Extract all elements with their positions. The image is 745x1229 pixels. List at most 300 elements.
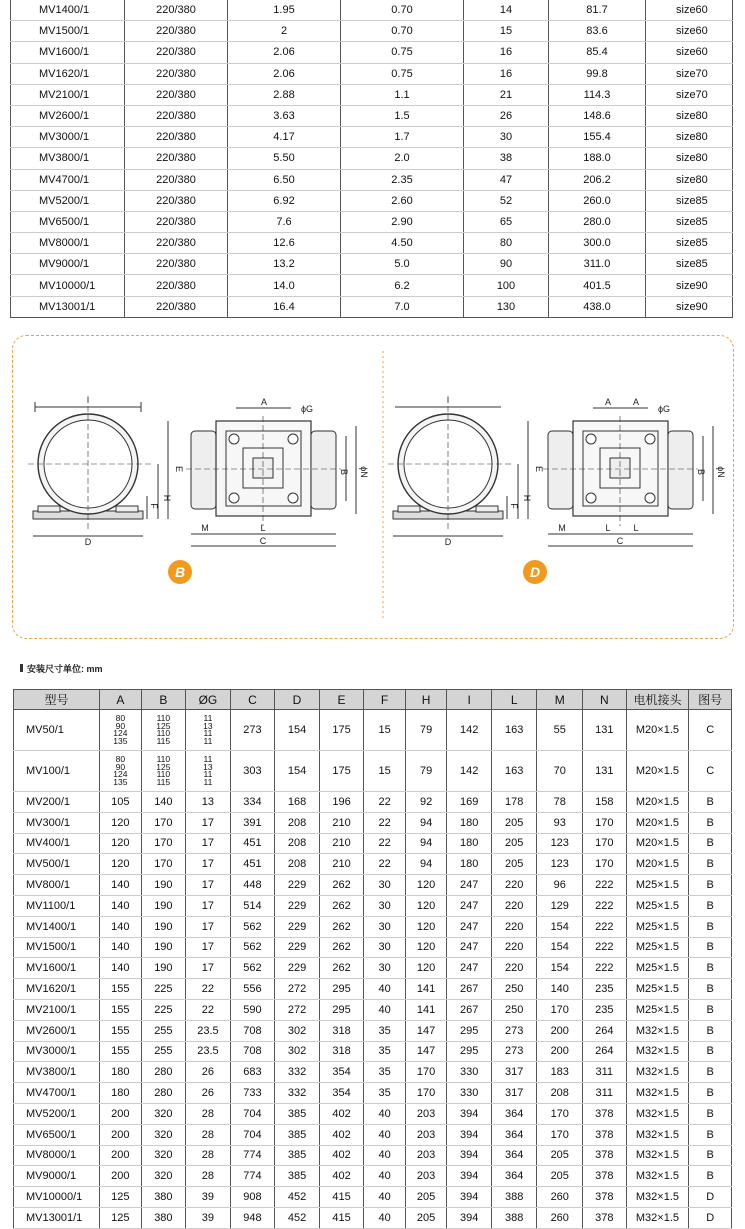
table-cell: 229 [275,875,320,896]
table-cell: 222 [583,958,627,979]
table-cell: M20×1.5 [626,854,689,875]
table-cell: 280 [141,1062,186,1083]
table-cell: 203 [405,1124,447,1145]
column-header: C [230,690,275,710]
table-cell: 402 [319,1103,364,1124]
sub-value: 125 [156,761,171,772]
table-cell: 562 [230,958,275,979]
table-cell: 273 [491,1041,537,1062]
spec-cell: 4.50 [341,233,464,254]
table-cell: 17 [186,854,231,875]
table-cell: 364 [491,1145,537,1166]
table-cell: 79 [405,710,447,751]
table-cell: 273 [230,710,275,751]
spec-cell: MV6500/1 [11,211,125,232]
spec-cell: size90 [646,296,733,317]
dim-label-m-d: M [558,523,566,533]
sub-value: 115 [156,735,171,746]
table-cell: B [689,1124,732,1145]
spec-cell: 1.1 [341,84,464,105]
table-cell: B [689,812,732,833]
sub-value: 80 [115,754,126,764]
table-cell: 208 [275,812,320,833]
spec-cell: 0.70 [341,21,464,42]
table-cell: 180 [447,833,492,854]
model-cell: MV800/1 [14,875,100,896]
table-cell: 222 [583,937,627,958]
table-cell: 364 [491,1124,537,1145]
table-cell: 17 [186,937,231,958]
table-cell: 708 [230,1020,275,1041]
table-cell: 378 [583,1124,627,1145]
table-cell: 22 [364,792,406,813]
table-cell: 154 [275,751,320,792]
spec-cell: size90 [646,275,733,296]
table-cell: 123 [537,833,583,854]
table-cell: 451 [230,833,275,854]
table-cell: 30 [364,875,406,896]
spec-cell: MV2100/1 [11,84,125,105]
table-cell: 39 [186,1187,231,1208]
spec-row [11,21,733,42]
table-cell: 402 [319,1124,364,1145]
table-cell: M25×1.5 [626,916,689,937]
spec-cell: 311.0 [549,254,646,275]
table-cell: M32×1.5 [626,1145,689,1166]
table-cell: 220 [491,916,537,937]
table-cell: B [689,854,732,875]
spec-cell: 220/380 [125,63,228,84]
table-cell: 35 [364,1062,406,1083]
spec-cell: 2.88 [228,84,341,105]
spec-cell: 4.17 [228,127,341,148]
table-cell: 272 [275,979,320,1000]
table-cell: 385 [275,1103,320,1124]
table-cell: 378 [583,1166,627,1187]
table-cell: 180 [100,1062,142,1083]
table-cell: 178 [491,792,537,813]
spec-table-body [11,0,733,317]
table-cell: 170 [141,833,186,854]
sub-value: 11 [203,713,213,723]
table-cell: 120 [100,833,142,854]
table-cell: 311 [583,1062,627,1083]
table-cell: 15 [364,751,406,792]
table-cell: M20×1.5 [626,812,689,833]
table-cell: 394 [447,1166,492,1187]
table-cell: 17 [186,875,231,896]
table-cell: 94 [405,854,447,875]
table-cell: 205 [491,812,537,833]
table-cell: 170 [141,812,186,833]
table-cell: 196 [319,792,364,813]
table-cell: 229 [275,895,320,916]
table-cell: 35 [364,1083,406,1104]
table-cell: 40 [364,1187,406,1208]
dim-label-d-d: D [444,537,452,547]
spec-row [11,148,733,169]
table-cell: 562 [230,937,275,958]
table-cell: 22 [186,979,231,1000]
table-cell: 354 [319,1062,364,1083]
table-cell: 120 [405,937,447,958]
table-cell: 448 [230,875,275,896]
table-cell: C [689,751,732,792]
table-cell: 378 [583,1103,627,1124]
spec-cell: MV9000/1 [11,254,125,275]
spec-cell: 220/380 [125,190,228,211]
table-cell: 208 [275,854,320,875]
spec-cell: 6.50 [228,169,341,190]
unit-label-marker [20,664,23,672]
spec-cell: 100 [464,275,549,296]
table-cell: 330 [447,1062,492,1083]
table-cell: 70 [537,751,583,792]
sub-value: 13 [203,761,213,772]
table-row [14,1145,732,1166]
table-cell: M20×1.5 [626,710,689,751]
dim-label-h: H [162,494,172,502]
spec-cell: 90 [464,254,549,275]
table-cell: 35 [364,1020,406,1041]
table-cell: 140 [100,958,142,979]
table-row [14,999,732,1020]
table-cell: 320 [141,1166,186,1187]
spec-cell: 155.4 [549,127,646,148]
spec-cell: 15 [464,21,549,42]
spec-cell: size70 [646,84,733,105]
table-cell: M32×1.5 [626,1020,689,1041]
table-cell: 154 [537,916,583,937]
table-cell: 332 [275,1083,320,1104]
table-cell: 394 [447,1207,492,1228]
spec-cell: size85 [646,254,733,275]
table-cell: 267 [447,979,492,1000]
table-cell: 131 [583,710,627,751]
table-cell: 120 [100,854,142,875]
table-cell: 378 [583,1145,627,1166]
table-cell: 190 [141,875,186,896]
table-cell: 255 [141,1041,186,1062]
table-cell: 170 [537,999,583,1020]
sub-value: 124 [113,769,128,779]
table-row [14,979,732,1000]
table-cell: 155 [100,1041,142,1062]
table-cell: 262 [319,875,364,896]
spec-cell: 438.0 [549,296,646,317]
badge-b: B [174,564,186,580]
table-cell: 17 [186,833,231,854]
table-cell: B [689,1062,732,1083]
table-row [14,710,732,751]
dim-label-a: A [260,397,268,407]
table-cell: 302 [275,1041,320,1062]
table-cell: 220 [491,875,537,896]
table-cell: 22 [364,833,406,854]
sub-value: 13 [203,720,213,731]
table-row [14,1083,732,1104]
table-cell: 364 [491,1103,537,1124]
table-cell: 452 [275,1207,320,1228]
table-cell: B [689,1083,732,1104]
table-cell: 247 [447,916,492,937]
sub-value: 11 [203,776,213,787]
table-cell: 364 [491,1166,537,1187]
spec-cell: 260.0 [549,190,646,211]
sub-value: 135 [113,776,128,787]
table-cell: 22 [364,854,406,875]
table-cell: 129 [537,895,583,916]
table-cell: 260 [537,1207,583,1228]
table-cell: 120 [405,958,447,979]
multi-value-cell [141,751,186,792]
table-cell: 17 [186,812,231,833]
sub-value: 110 [156,769,171,779]
sub-value: 115 [156,776,171,787]
table-cell: 320 [141,1103,186,1124]
table-cell: 394 [447,1103,492,1124]
table-row [14,1020,732,1041]
spec-cell: MV1600/1 [11,42,125,63]
table-cell: 385 [275,1145,320,1166]
table-cell: 155 [100,979,142,1000]
table-cell: 208 [537,1083,583,1104]
table-row [14,1166,732,1187]
table-cell: 394 [447,1187,492,1208]
spec-row [11,127,733,148]
table-cell: 170 [537,1103,583,1124]
spec-cell: 0.70 [341,0,464,21]
spec-cell: 16 [464,42,549,63]
table-cell: 334 [230,792,275,813]
model-cell: MV200/1 [14,792,100,813]
table-row [14,1124,732,1145]
table-cell: 200 [100,1145,142,1166]
unit-label: 安装尺寸单位: mm [27,664,103,674]
table-cell: 40 [364,1145,406,1166]
table-cell: D [689,1187,732,1208]
table-cell: 394 [447,1124,492,1145]
table-row [14,1041,732,1062]
table-cell: 267 [447,999,492,1020]
table-cell: 295 [447,1041,492,1062]
spec-cell: size85 [646,190,733,211]
spec-cell: MV2600/1 [11,105,125,126]
table-cell: 17 [186,895,231,916]
spec-cell: 12.6 [228,233,341,254]
table-cell: 180 [447,812,492,833]
table-cell: 451 [230,854,275,875]
spec-cell: 220/380 [125,42,228,63]
spec-row [11,233,733,254]
table-cell: M20×1.5 [626,792,689,813]
spec-cell: 188.0 [549,148,646,169]
table-cell: 203 [405,1166,447,1187]
table-cell: 94 [405,812,447,833]
table-cell: 190 [141,958,186,979]
model-cell: MV3000/1 [14,1041,100,1062]
spec-row [11,254,733,275]
table-cell: 320 [141,1124,186,1145]
dim-label-h-d: H [522,494,532,502]
table-cell: M32×1.5 [626,1041,689,1062]
table-row [14,1062,732,1083]
table-cell: 708 [230,1041,275,1062]
dim-label-g: ϕG [300,404,314,414]
spec-cell: MV8000/1 [11,233,125,254]
table-cell: 147 [405,1020,447,1041]
table-cell: 154 [537,937,583,958]
sub-value: 110 [156,728,171,738]
table-cell: 332 [275,1062,320,1083]
table-row [14,833,732,854]
sub-value: 90 [115,761,126,772]
table-row [14,854,732,875]
spec-cell: 81.7 [549,0,646,21]
table-cell: 142 [447,751,492,792]
model-cell: MV10000/1 [14,1187,100,1208]
table-cell: 262 [319,916,364,937]
table-cell: 40 [364,1103,406,1124]
dim-label-n: ϕN [359,466,369,478]
table-cell: 222 [583,895,627,916]
multi-value-cell [100,710,142,751]
table-cell: 394 [447,1145,492,1166]
table-cell: 205 [405,1207,447,1228]
table-cell: 229 [275,937,320,958]
column-header: I [447,690,492,710]
table-cell: 154 [537,958,583,979]
spec-cell: size80 [646,105,733,126]
table-cell: 302 [275,1020,320,1041]
spec-cell: 6.92 [228,190,341,211]
table-cell: 220 [491,895,537,916]
table-cell: 295 [447,1020,492,1041]
table-cell: 55 [537,710,583,751]
model-cell: MV500/1 [14,854,100,875]
table-cell: 170 [583,812,627,833]
table-cell: 330 [447,1083,492,1104]
spec-cell: 220/380 [125,105,228,126]
model-cell: MV8000/1 [14,1145,100,1166]
table-cell: 26 [186,1062,231,1083]
spec-cell: 52 [464,190,549,211]
table-cell: 220 [491,937,537,958]
column-header: B [141,690,186,710]
table-cell: B [689,1103,732,1124]
table-cell: 683 [230,1062,275,1083]
table-cell: 190 [141,916,186,937]
spec-row [11,296,733,317]
table-cell: 385 [275,1166,320,1187]
table-cell: M25×1.5 [626,958,689,979]
table-cell: 452 [275,1187,320,1208]
spec-cell: size80 [646,127,733,148]
table-cell: 175 [319,710,364,751]
table-row [14,916,732,937]
model-cell: MV2100/1 [14,999,100,1020]
table-cell: 93 [537,812,583,833]
model-cell: MV6500/1 [14,1124,100,1145]
table-cell: 125 [100,1207,142,1228]
table-cell: B [689,1166,732,1187]
table-cell: 590 [230,999,275,1020]
model-cell: MV1400/1 [14,916,100,937]
spec-cell: size80 [646,169,733,190]
table-cell: M32×1.5 [626,1103,689,1124]
spec-cell: MV1500/1 [11,21,125,42]
sub-value: 110 [156,754,171,764]
table-cell: 170 [537,1124,583,1145]
table-cell: 125 [100,1187,142,1208]
table-row [14,937,732,958]
table-cell: 155 [100,999,142,1020]
model-cell: MV1100/1 [14,895,100,916]
dimension-table-body [14,710,732,1229]
table-cell: 28 [186,1166,231,1187]
table-cell: 262 [319,937,364,958]
spec-cell: 130 [464,296,549,317]
spec-row [11,84,733,105]
table-cell: 229 [275,916,320,937]
spec-cell: MV5200/1 [11,190,125,211]
dimension-table [13,689,732,1229]
table-cell: 514 [230,895,275,916]
table-cell: B [689,792,732,813]
table-cell: 402 [319,1145,364,1166]
table-cell: 235 [583,979,627,1000]
table-cell: 908 [230,1187,275,1208]
table-cell: 250 [491,999,537,1020]
table-cell: 94 [405,833,447,854]
sub-value: 80 [115,713,126,723]
table-cell: 317 [491,1062,537,1083]
spec-cell: MV13001/1 [11,296,125,317]
table-cell: 17 [186,958,231,979]
table-cell: M20×1.5 [626,833,689,854]
spec-cell: 220/380 [125,275,228,296]
table-cell: 105 [100,792,142,813]
table-cell: 388 [491,1187,537,1208]
table-cell: B [689,1041,732,1062]
table-cell: 733 [230,1083,275,1104]
table-cell: 210 [319,833,364,854]
table-cell: 380 [141,1207,186,1228]
spec-cell: 148.6 [549,105,646,126]
table-cell: 120 [100,812,142,833]
model-cell: MV13001/1 [14,1207,100,1228]
model-cell: MV1500/1 [14,937,100,958]
table-cell: 163 [491,751,537,792]
column-header: ØG [186,690,231,710]
column-header: E [319,690,364,710]
table-cell: 142 [447,710,492,751]
model-cell: MV3800/1 [14,1062,100,1083]
multi-value-cell [141,710,186,751]
spec-cell: MV1620/1 [11,63,125,84]
table-cell: M32×1.5 [626,1207,689,1228]
spec-cell: 7.0 [341,296,464,317]
spec-cell: 0.75 [341,63,464,84]
spec-cell: 220/380 [125,127,228,148]
column-header: H [405,690,447,710]
table-cell: 295 [319,999,364,1020]
table-cell: 23.5 [186,1020,231,1041]
model-cell: MV1620/1 [14,979,100,1000]
table-cell: 28 [186,1145,231,1166]
table-cell: 704 [230,1124,275,1145]
table-cell: 190 [141,895,186,916]
